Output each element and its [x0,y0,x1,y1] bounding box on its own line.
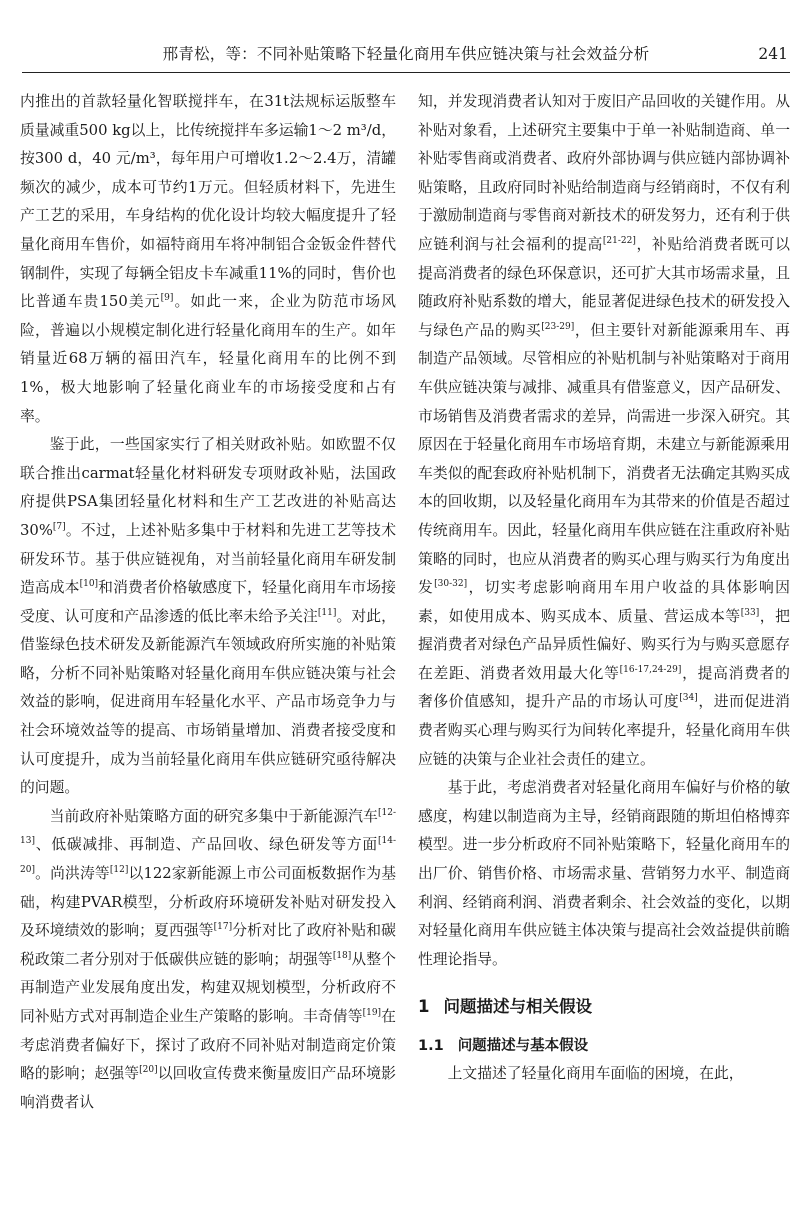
citation: [14-20] [20,836,396,876]
subsection-heading-1-1 [418,1032,790,1060]
citation: [17] [213,922,233,933]
text-span: ，切实考虑影响商用车用户收益的具体影响因素，如使用成本、购买成本、质量、营运成本等 [418,579,790,625]
text-span: 、低碳减排、再制造、产品回收、绿色研发等方面 [34,836,378,854]
text-span: 。对此，借鉴绿色技术研发及新能源汽车领域政府所实施的补贴策略，分析不同补贴策略对轻量化商用车供应链决策与社会效益的影响，促进商用车轻量化水平、产品市场竞争力与社会环境效益等的提高、市场销量增加、消费者接受度和认可度提升，成为当前轻量化商用车供应链研究亟待解决的问题。 [20,607,396,797]
paragraph-right-3: 上文描述了轻量化商用车面临的困境，在此， [447,1065,744,1083]
left-column [20,88,396,1117]
header-rule [22,72,790,73]
text-span: ，补贴给消费者既可以提高消费者的绿色环保意识，还可扩大其市场需求量，且随政府补贴系数的增大，能显著促进绿色技术的研发投入与绿色产品的购买 [418,235,790,339]
paragraph-left-1 [20,88,396,431]
citation: [23-29] [541,321,575,332]
text-span: 。不过，上述补贴多集中于材料和先进工艺等技术研发环节。基于供应链视角，对当前轻量化商用车研发制造高成本 [20,521,396,597]
citation: [30-32] [434,579,468,590]
paragraph-left-2 [20,431,396,803]
section-heading-1 [418,992,790,1022]
citation: [20] [139,1065,158,1076]
subsection-title: 问题描述与基本假设 [457,1038,589,1055]
citation: [12] [109,865,129,876]
citation: [34] [679,693,698,704]
running-head [0,42,812,66]
text-span: 从整个再制造产业发展角度出发，构建双规划模型，分析政府不同补贴方式对再制造企业生产策略的影响。丰奇倩等 [20,950,396,1025]
text-span: 和消费者价格敏感度下，轻量化商用车市场接受度、认可度和产品渗透的低比率未给予关注 [20,579,396,625]
page-number: 241 [758,45,788,63]
paragraph-right-2: 基于此，考虑消费者对轻量化商用车偏好与价格的敏感度，构建以制造商为主导，经销商跟随的斯坦伯格博弈模型。进一步分析政府不同补贴策略下，轻量化商用车的出厂价、销售价格、市场需求量、营销努力水平、制造商利润、经销商利润、消费者剩余、社会效益的变化，以期对轻量化商用车供应链主体决策与提高社会效益提供前瞻性理论指导。 [418,779,790,968]
section-number: 1 [418,997,430,1017]
text-span: 。如此一来，企业为防范市场风险，普遍以小规模定制化进行轻量化商用车的生产。如年销量近68万辆的福田汽车，轻量化商用车的比例不到1%，极大地影响了轻量化商业车的市场接受度和占有率。 [20,293,396,425]
citation: [7] [52,521,66,532]
text-span: ，进而促进消费者购买心理与购买行为间转化率提升，轻量化商用车供应链的决策与企业社会责任的建立。 [418,693,790,768]
text-span: 知，并发现消费者认知对于废旧产品回收的关键作用。从补贴对象看，上述研究主要集中于单一补贴制造商、单一补贴零售商或消费者、政府外部协调与供应链内部协调补贴策略，且政府同时补贴给制造商与经销商时，不仅有利于激励制造商与零售商对新技术的研发努力，还有利于供应链利润与社会福利的提高 [418,93,790,253]
citation: [11] [317,607,337,618]
running-title: 邢青松，等：不同补贴策略下轻量化商用车供应链决策与社会效益分析 [162,45,650,63]
text-span: 。尚洪涛等 [34,865,110,883]
citation: [10] [79,579,99,590]
citation: [18] [332,950,352,961]
section-title: 问题描述与相关假设 [443,997,592,1017]
citation: [9] [160,293,174,304]
text-span: 内推出的首款轻量化智联搅拌车，在31t法规标运版整车质量减重500 kg以上，比传统搅拌车多运输1～2 m³/d，按300 d，40 元/m³，每年用户可增收1.2～2.4万，清罐频次的减少，成本可节约1万元。但轻质材料下，先进生产工艺的采用，车身结构的优化设计均较大幅度提升了轻量化商用车售价，如福特商用车将冲制铝合金钣金件替代钢制件，实现了每辆全铝皮卡车减重11%的同时，售价也比普通车贵150美元 [20,93,396,311]
citation: [33] [740,607,760,618]
text-span: 在考虑消费者偏好下，探讨了政府不同补贴对制造商定价策略的影响；赵强等 [20,1008,396,1083]
citation: [19] [362,1008,382,1018]
citation: [21-22] [602,235,636,246]
subsection-number: 1.1 [418,1038,444,1055]
right-column [418,88,790,1089]
text-span: 以122家新能源上市公司面板数据作为基础，构建PVAR模型，分析政府环境研发补贴对研发投入及环境绩效的影响；夏西强等 [20,865,396,940]
paragraph-left-3 [20,803,396,1118]
text-span: 分析对比了政府补贴和碳税政策二者分别对于低碳供应链的影响；胡强等 [20,922,396,968]
text-span: 鉴于此，一些国家实行了相关财政补贴。如欧盟不仅联合推出carmat轻量化材料研发专项财政补贴，法国政府提供PSA集团轻量化材料和生产工艺改进的补贴高达30% [20,436,396,539]
citation: [16-17,24-29] [619,664,682,675]
text-span: 以回收宣传费来衡量废旧产品环境影响消费者认 [20,1065,396,1111]
text-span: ，把握消费者对绿色产品异质性偏好、购买行为与购买意愿存在差距、消费者效用最大化等 [418,607,790,682]
text-span: ，但主要针对新能源乘用车、再制造产品领域。尽管相应的补贴机制与补贴策略对于商用车供应链决策与减排、减重具有借鉴意义，因产品研发、市场销售及消费者需求的差异，尚需进一步深入研究。其原因在于轻量化商用车市场培育期，未建立与新能源乘用车类似的配套政府补贴机制下，消费者无法确定其购买成本的回收期，以及轻量化商用车为其带来的价值是否超过传统商用车。因此，轻量化商用车供应链在注重政府补贴策略的同时，也应从消费者的购买心理与购买行为角度出发 [418,321,790,597]
paragraph-right-1 [418,88,790,774]
text-span: ，提高消费者的奢侈价值感知，提升产品的市场认可度 [418,664,790,711]
text-span: 当前政府补贴策略方面的研究多集中于新能源汽车 [49,807,378,825]
citation: [12-13] [20,807,396,847]
